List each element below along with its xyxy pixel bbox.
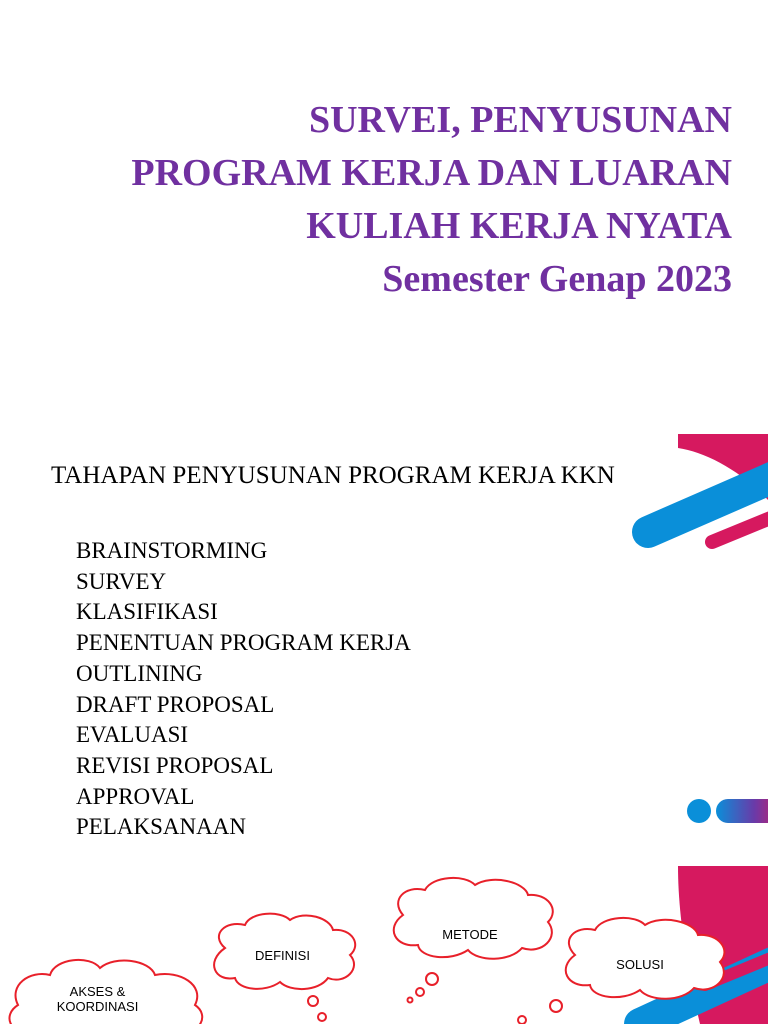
blue-dot <box>687 799 711 823</box>
title-block <box>131 94 732 306</box>
title-line-3: KULIAH KERJA NYATA <box>306 205 732 247</box>
bubble <box>308 996 318 1006</box>
step-item: APPROVAL <box>76 783 195 809</box>
step-item: BRAINSTORMING <box>76 538 268 563</box>
bubble <box>318 1013 326 1021</box>
step-item: SURVEY <box>76 568 167 594</box>
bubble <box>416 988 424 996</box>
step-item: PENENTUAN PROGRAM KERJA <box>76 630 411 656</box>
bubble <box>550 1000 562 1012</box>
cloud-label-solusi: SOLUSI <box>616 957 664 972</box>
title-line-1: SURVEI, PENYUSUNAN <box>308 99 732 141</box>
steps-list <box>76 536 411 843</box>
bubble <box>426 973 438 985</box>
title-line-2: PROGRAM KERJA DAN LUARAN <box>131 152 732 194</box>
section-heading: TAHAPAN PENYUSUNAN PROGRAM KERJA KKN <box>51 462 615 489</box>
cloud-label-definisi: DEFINISI <box>255 948 310 963</box>
title-line-4: Semester Genap 2023 <box>382 258 732 300</box>
step-item: OUTLINING <box>76 660 203 686</box>
cloud-metode <box>394 878 553 959</box>
step-item: KLASIFIKASI <box>76 599 218 625</box>
step-item: REVISI PROPOSAL <box>76 752 274 778</box>
gradient-pill <box>716 799 768 823</box>
step-item: PELAKSANAAN <box>76 814 246 840</box>
step-item: EVALUASI <box>76 722 189 748</box>
step-item: DRAFT PROPOSAL <box>76 691 275 717</box>
cloud-label-akses: AKSES & KOORDINASI <box>56 984 139 1014</box>
bubble <box>408 998 413 1003</box>
bubble <box>518 1016 526 1024</box>
cloud-label-metode: METODE <box>442 927 498 942</box>
